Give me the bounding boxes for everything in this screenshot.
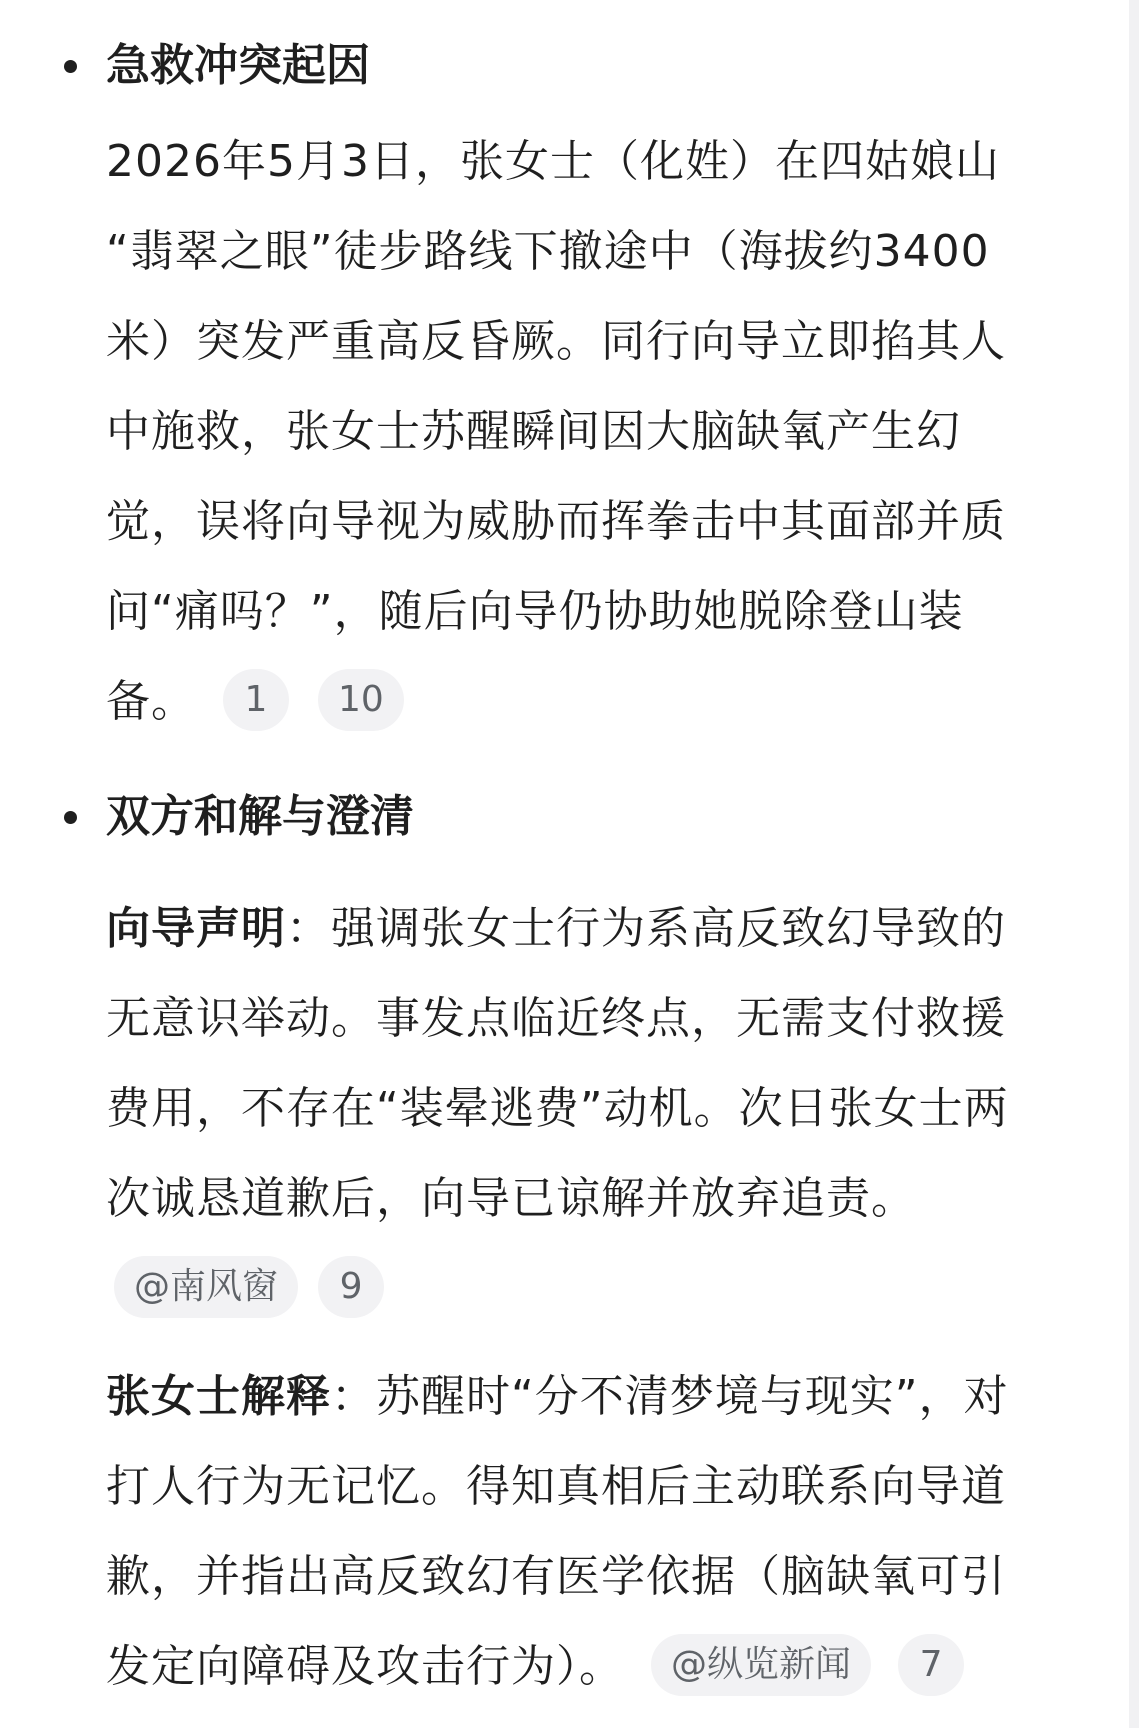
guide-statement-label: 向导声明	[106, 903, 286, 954]
guide-statement-paragraph	[106, 884, 1106, 1244]
citation-chip-1[interactable]: 1	[223, 669, 289, 731]
bullet-dot	[64, 60, 77, 73]
section-heading-cause: 急救冲突起因	[106, 40, 370, 91]
text-line: 觉，误将向导视为威胁而挥拳击中其面部并质	[106, 496, 1006, 547]
text-line: 打人行为无记忆。得知真相后主动联系向导道	[106, 1461, 1006, 1512]
text-line: 次诚恳道歉后，向导已谅解并放弃追责。	[106, 1173, 916, 1224]
source-chip-nanfengchuang[interactable]: @南风窗	[114, 1256, 298, 1318]
text-line: 2026年5月3日，张女士（化姓）在四姑娘山	[106, 136, 1000, 187]
text-fragment: ：强调张女士行为系高反致幻导致的	[286, 903, 1006, 954]
ms-zhang-explanation-label: 张女士解释	[106, 1371, 331, 1422]
text-fragment: 发定向障碍及攻击行为）。	[106, 1641, 624, 1692]
text-line-last	[106, 1622, 1106, 1712]
text-line: 米）突发严重高反昏厥。同行向导立即掐其人	[106, 316, 1006, 367]
text-fragment: ：苏醒时“分不清梦境与现实”，对	[331, 1371, 1009, 1422]
text-line: 费用，不存在“装晕逃费”动机。次日张女士两	[106, 1083, 1009, 1134]
text-line: 无意识举动。事发点临近终点，无需支付救援	[106, 993, 1006, 1044]
bullet-dot	[64, 811, 77, 824]
citation-chip-10[interactable]: 10	[318, 669, 404, 731]
source-count-chip[interactable]: 9	[318, 1256, 384, 1318]
text-line: “翡翠之眼”徒步路线下撤途中（海拔约3400	[106, 226, 990, 277]
scrollbar-track[interactable]	[1129, 0, 1139, 1728]
text-line	[106, 1352, 1106, 1442]
text-line-last	[106, 657, 1106, 747]
ms-zhang-explanation-paragraph	[106, 1352, 1106, 1712]
text-line: 歉，并指出高反致幻有医学依据（脑缺氧可引	[106, 1551, 1006, 1602]
source-count-chip[interactable]: 7	[898, 1634, 964, 1696]
text-line: 中施救，张女士苏醒瞬间因大脑缺氧产生幻	[106, 406, 961, 457]
source-row-nanfengchuang	[106, 1256, 396, 1326]
text-line	[106, 884, 1106, 974]
source-chip-zonglan-news[interactable]: @纵览新闻	[651, 1634, 871, 1696]
cause-paragraph	[106, 117, 1106, 747]
text-fragment: 备。	[106, 676, 196, 727]
section-heading-reconciliation: 双方和解与澄清	[106, 791, 414, 842]
text-line: 问“痛吗？”，随后向导仍协助她脱除登山装	[106, 586, 964, 637]
